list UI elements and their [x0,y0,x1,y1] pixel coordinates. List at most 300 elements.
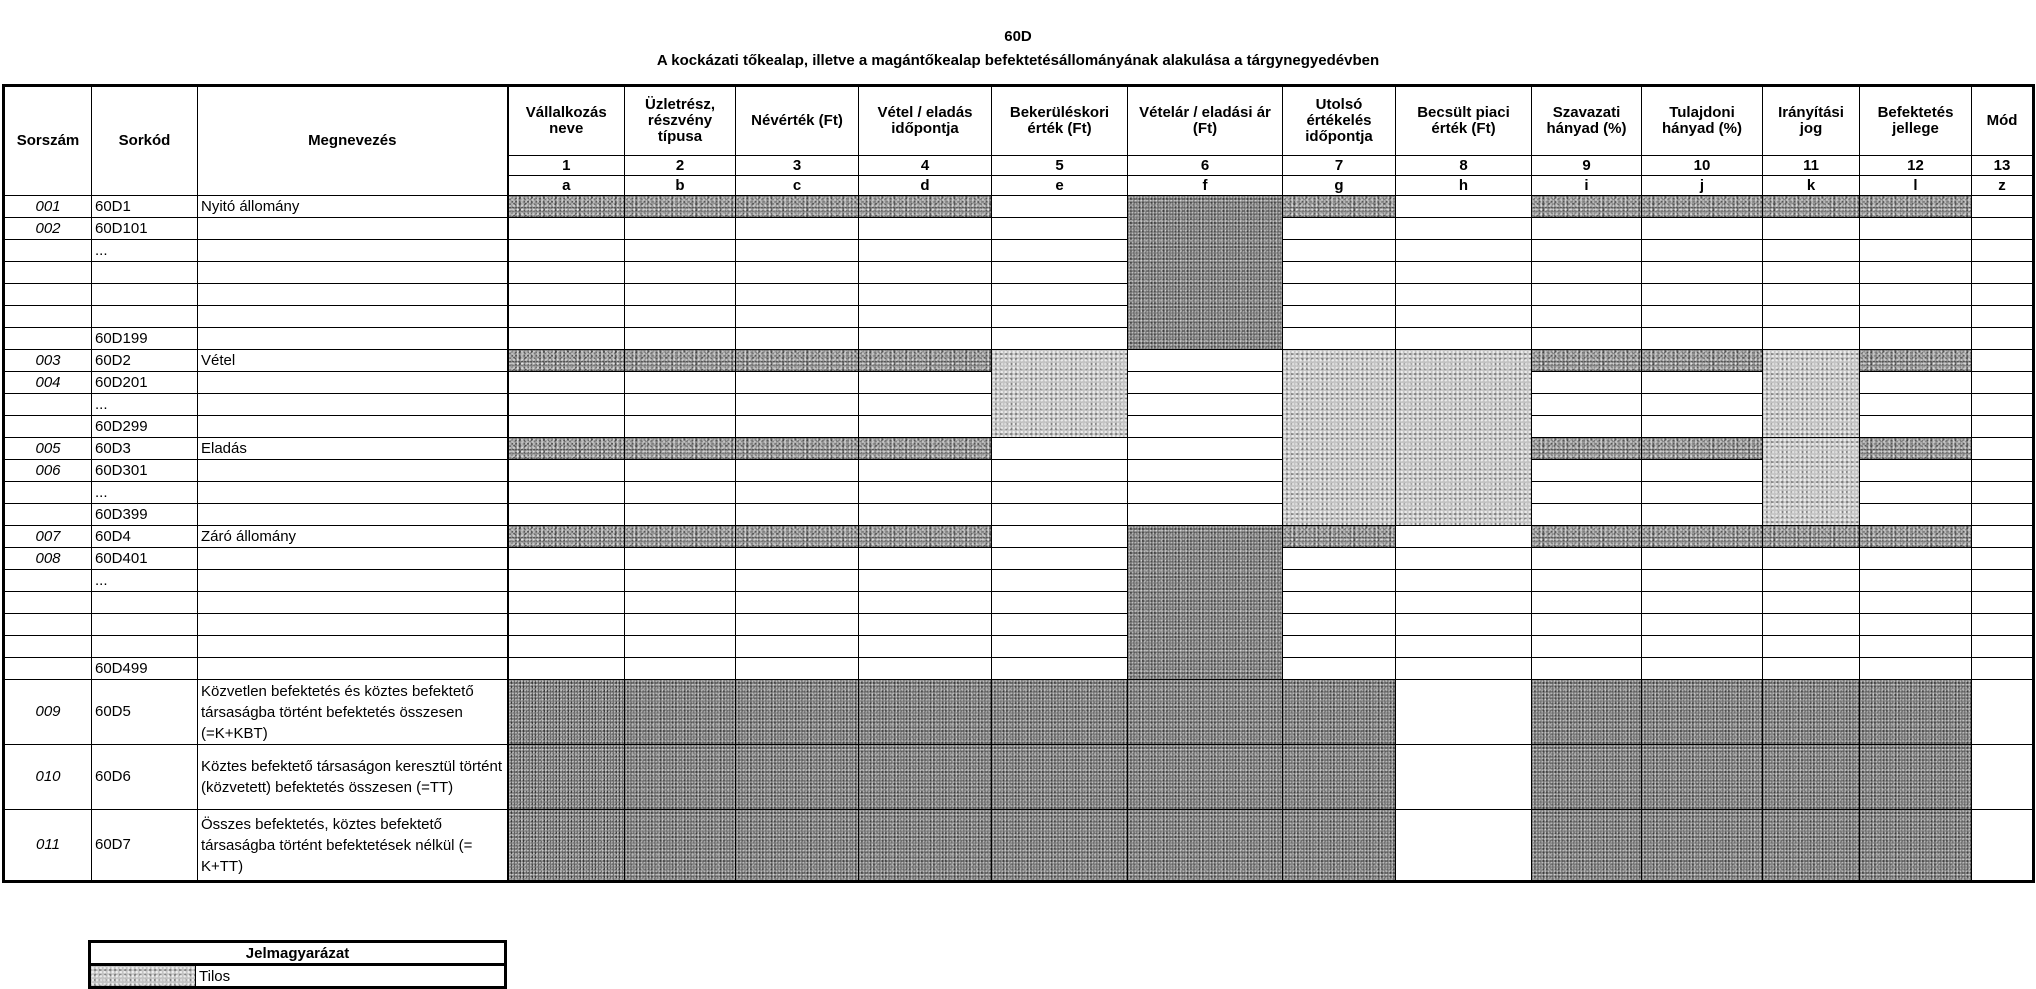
cell-input[interactable] [508,592,625,614]
cell-input[interactable] [625,592,736,614]
cell-input[interactable] [1642,504,1763,526]
cell-input[interactable] [736,284,859,306]
cell-input[interactable] [1283,262,1396,284]
form-title: A kockázati tőkealap, illetve a magántőkealap befektetésállományának alakulása a tárgynegyedévben [656,52,1380,69]
cell-input[interactable] [1283,328,1396,350]
cell-input[interactable] [1860,636,1972,658]
cell-input[interactable] [1860,416,1972,438]
cell-input[interactable] [1532,240,1642,262]
cell-input[interactable] [1763,240,1860,262]
cell-input[interactable] [1972,284,2034,306]
cell-input[interactable] [1860,548,1972,570]
cell-input[interactable] [1763,284,1860,306]
cell-input[interactable] [1642,416,1763,438]
cell-input[interactable] [1642,548,1763,570]
cell-input[interactable] [859,482,992,504]
cell-input[interactable] [992,504,1128,526]
cell-input[interactable] [1860,372,1972,394]
cell-input[interactable] [1532,658,1642,680]
row-label [198,658,508,680]
cell-input[interactable] [1972,482,2034,504]
cell-input[interactable] [1532,306,1642,328]
cell-input[interactable] [1860,240,1972,262]
cell-input[interactable] [1532,262,1642,284]
cell-input[interactable] [1860,306,1972,328]
row-serial [4,570,92,592]
cell-input[interactable] [1972,680,2034,745]
cell-input[interactable] [508,548,625,570]
cell-input[interactable] [625,218,736,240]
cell-input[interactable] [508,636,625,658]
cell-input[interactable] [859,306,992,328]
row-serial [4,416,92,438]
cell-input[interactable] [625,504,736,526]
col-code-k: k [1763,176,1860,196]
cell-input[interactable] [1642,636,1763,658]
cell-input[interactable] [736,218,859,240]
cell-forbidden [1283,680,1396,745]
cell-input[interactable] [508,614,625,636]
row-label: Köztes befektető társaságon keresztül történt (közvetett) befektetés összesen (=TT) [198,745,508,810]
cell-input[interactable] [625,372,736,394]
cell-input[interactable] [1972,372,2034,394]
row-label [198,570,508,592]
cell-input[interactable] [1642,482,1763,504]
cell-input[interactable] [1283,548,1396,570]
cell-input[interactable] [1532,548,1642,570]
row-code [92,592,198,614]
row-label [198,416,508,438]
cell-input[interactable] [1396,658,1532,680]
cell-input[interactable] [508,658,625,680]
col-code-e: e [992,176,1128,196]
row-label: Záró állomány [198,526,508,548]
cell-input[interactable] [859,218,992,240]
cell-input[interactable] [1532,416,1642,438]
cell-input[interactable] [1396,614,1532,636]
row-label [198,460,508,482]
cell-input[interactable] [859,328,992,350]
cell-input[interactable] [1283,218,1396,240]
cell-input[interactable] [508,570,625,592]
legend-tilos-label: Tilos [196,965,506,988]
cell-input[interactable] [1642,614,1763,636]
cell-input[interactable] [1972,592,2034,614]
cell-input[interactable] [508,394,625,416]
cell-input[interactable] [1642,306,1763,328]
row-code: 60D499 [92,658,198,680]
cell-forbidden [1642,526,1763,548]
cell-forbidden [625,680,736,745]
cell-input[interactable] [1283,614,1396,636]
cell-forbidden [508,680,625,745]
cell-input[interactable] [1972,416,2034,438]
cell-input[interactable] [625,328,736,350]
cell-input[interactable] [1860,482,1972,504]
cell-input[interactable] [1283,240,1396,262]
cell-input[interactable] [992,196,1128,218]
cell-input[interactable] [992,526,1128,548]
cell-forbidden-block [1283,350,1396,526]
cell-input[interactable] [1396,306,1532,328]
cell-input[interactable] [736,570,859,592]
cell-input[interactable] [1396,240,1532,262]
col-num-9: 9 [1532,156,1642,176]
row-code: 60D399 [92,504,198,526]
header-col-9: Szavazati hányad (%) [1532,86,1642,156]
cell-input[interactable] [625,394,736,416]
row-label [198,548,508,570]
header-col-7: Utolsó értékelés időpontja [1283,86,1396,156]
cell-input[interactable] [508,284,625,306]
cell-input[interactable] [1532,372,1642,394]
col-code-d: d [859,176,992,196]
cell-input[interactable] [1532,394,1642,416]
cell-input[interactable] [1763,328,1860,350]
cell-input[interactable] [1972,218,2034,240]
cell-input[interactable] [1128,482,1283,504]
cell-input[interactable] [1972,438,2034,460]
cell-input[interactable] [1128,350,1283,372]
cell-input[interactable] [1283,636,1396,658]
cell-input[interactable] [736,482,859,504]
cell-input[interactable] [508,262,625,284]
cell-input[interactable] [1860,614,1972,636]
cell-input[interactable] [736,460,859,482]
col-num-13: 13 [1972,156,2034,176]
cell-forbidden [1532,745,1642,810]
cell-input[interactable] [625,548,736,570]
cell-input[interactable] [508,306,625,328]
cell-forbidden [1532,438,1642,460]
cell-input[interactable] [1860,284,1972,306]
cell-input[interactable] [859,548,992,570]
cell-input[interactable] [625,570,736,592]
cell-input[interactable] [1283,306,1396,328]
header-col-5: Bekerüléskori érték (Ft) [992,86,1128,156]
cell-forbidden [736,438,859,460]
cell-input[interactable] [992,460,1128,482]
cell-input[interactable] [1860,328,1972,350]
cell-input[interactable] [1532,504,1642,526]
cell-input[interactable] [1763,306,1860,328]
cell-input[interactable] [1763,658,1860,680]
cell-input[interactable] [1128,372,1283,394]
cell-input[interactable] [736,504,859,526]
cell-input[interactable] [1283,658,1396,680]
investment-table [2,84,2035,883]
cell-forbidden [1283,196,1396,218]
cell-input[interactable] [736,636,859,658]
cell-input[interactable] [1972,350,2034,372]
cell-input[interactable] [992,570,1128,592]
col-code-f: f [1128,176,1283,196]
cell-input[interactable] [1763,614,1860,636]
cell-input[interactable] [859,570,992,592]
cell-input[interactable] [1396,548,1532,570]
row-code: 60D3 [92,438,198,460]
cell-input[interactable] [1396,196,1532,218]
cell-input[interactable] [1642,592,1763,614]
cell-input[interactable] [1972,570,2034,592]
cell-input[interactable] [1532,218,1642,240]
cell-input[interactable] [1642,570,1763,592]
cell-input[interactable] [1860,218,1972,240]
cell-input[interactable] [1532,570,1642,592]
cell-input[interactable] [859,592,992,614]
cell-input[interactable] [1763,570,1860,592]
cell-input[interactable] [1396,218,1532,240]
col-num-4: 4 [859,156,992,176]
col-num-6: 6 [1128,156,1283,176]
col-num-8: 8 [1396,156,1532,176]
row-code: 60D6 [92,745,198,810]
cell-input[interactable] [508,328,625,350]
cell-input[interactable] [859,636,992,658]
cell-input[interactable] [508,504,625,526]
cell-input[interactable] [1642,658,1763,680]
cell-input[interactable] [992,658,1128,680]
cell-input[interactable] [736,592,859,614]
cell-forbidden [1763,810,1860,882]
cell-forbidden-block [1128,196,1283,350]
cell-forbidden [736,350,859,372]
cell-input[interactable] [736,328,859,350]
cell-input[interactable] [508,416,625,438]
cell-forbidden [1860,745,1972,810]
cell-input[interactable] [1860,460,1972,482]
row-serial [4,636,92,658]
cell-input[interactable] [625,636,736,658]
cell-input[interactable] [1128,416,1283,438]
cell-input[interactable] [1860,262,1972,284]
cell-input[interactable] [1763,548,1860,570]
cell-forbidden [625,745,736,810]
cell-input[interactable] [736,658,859,680]
cell-input[interactable] [625,482,736,504]
row-code: 60D199 [92,328,198,350]
cell-input[interactable] [1396,526,1532,548]
cell-input[interactable] [1972,240,2034,262]
cell-input[interactable] [1532,614,1642,636]
cell-forbidden [625,196,736,218]
cell-input[interactable] [508,218,625,240]
cell-input[interactable] [736,548,859,570]
cell-input[interactable] [1763,592,1860,614]
cell-input[interactable] [736,416,859,438]
cell-input[interactable] [992,240,1128,262]
col-num-10: 10 [1642,156,1763,176]
cell-input[interactable] [1283,570,1396,592]
row-code: 60D7 [92,810,198,882]
col-code-h: h [1396,176,1532,196]
cell-input[interactable] [992,636,1128,658]
cell-input[interactable] [1642,372,1763,394]
cell-input[interactable] [1972,745,2034,810]
cell-forbidden-block [1396,350,1532,526]
cell-input[interactable] [1532,592,1642,614]
cell-input[interactable] [992,284,1128,306]
cell-forbidden [1283,745,1396,810]
row-label [198,284,508,306]
cell-input[interactable] [859,240,992,262]
cell-input[interactable] [1396,570,1532,592]
row-serial [4,658,92,680]
cell-input[interactable] [859,614,992,636]
cell-forbidden [1128,680,1283,745]
row-label [198,218,508,240]
cell-input[interactable] [1128,504,1283,526]
cell-input[interactable] [859,658,992,680]
header-col-4: Vétel / eladás időpontja [859,86,992,156]
cell-input[interactable] [1972,394,2034,416]
cell-input[interactable] [625,262,736,284]
cell-input[interactable] [1972,328,2034,350]
cell-input[interactable] [1532,328,1642,350]
cell-input[interactable] [992,306,1128,328]
cell-input[interactable] [625,658,736,680]
col-num-3: 3 [736,156,859,176]
row-label [198,240,508,262]
cell-input[interactable] [1972,636,2034,658]
cell-input[interactable] [992,548,1128,570]
cell-input[interactable] [508,240,625,262]
row-serial: 006 [4,460,92,482]
cell-input[interactable] [992,262,1128,284]
cell-input[interactable] [625,614,736,636]
cell-input[interactable] [1532,284,1642,306]
cell-input[interactable] [1642,328,1763,350]
cell-forbidden [625,350,736,372]
cell-input[interactable] [859,504,992,526]
col-num-12: 12 [1860,156,1972,176]
cell-input[interactable] [992,218,1128,240]
row-code: 60D201 [92,372,198,394]
cell-input[interactable] [1642,284,1763,306]
cell-input[interactable] [508,372,625,394]
cell-input[interactable] [859,416,992,438]
cell-input[interactable] [1972,460,2034,482]
row-code [92,614,198,636]
cell-input[interactable] [1860,658,1972,680]
cell-input[interactable] [1396,592,1532,614]
cell-input[interactable] [1128,438,1283,460]
cell-input[interactable] [1763,262,1860,284]
cell-input[interactable] [625,306,736,328]
cell-input[interactable] [1860,570,1972,592]
cell-input[interactable] [1642,262,1763,284]
cell-input[interactable] [1860,592,1972,614]
cell-input[interactable] [1128,394,1283,416]
cell-input[interactable] [1396,680,1532,745]
cell-input[interactable] [1972,614,2034,636]
cell-input[interactable] [992,438,1128,460]
cell-input[interactable] [1128,460,1283,482]
cell-input[interactable] [1860,504,1972,526]
cell-input[interactable] [859,372,992,394]
cell-input[interactable] [1972,196,2034,218]
cell-input[interactable] [992,614,1128,636]
cell-input[interactable] [625,284,736,306]
cell-input[interactable] [992,592,1128,614]
cell-input[interactable] [508,482,625,504]
cell-input[interactable] [1763,636,1860,658]
cell-input[interactable] [992,328,1128,350]
cell-input[interactable] [1972,262,2034,284]
cell-input[interactable] [625,460,736,482]
cell-input[interactable] [1532,636,1642,658]
row-label [198,504,508,526]
header-col-6: Vételár / eladási ár (Ft) [1128,86,1283,156]
cell-input[interactable] [1972,548,2034,570]
cell-input[interactable] [859,394,992,416]
cell-input[interactable] [1396,262,1532,284]
cell-input[interactable] [859,284,992,306]
col-num-2: 2 [625,156,736,176]
row-code: ... [92,394,198,416]
cell-input[interactable] [625,240,736,262]
cell-input[interactable] [1972,504,2034,526]
cell-input[interactable] [992,482,1128,504]
legend-title: Jelmagyarázat [90,942,506,965]
cell-input[interactable] [1642,394,1763,416]
cell-input[interactable] [1283,592,1396,614]
cell-input[interactable] [1532,482,1642,504]
cell-input[interactable] [736,240,859,262]
cell-input[interactable] [1642,240,1763,262]
cell-input[interactable] [1532,460,1642,482]
row-label [198,636,508,658]
row-serial: 002 [4,218,92,240]
row-code [92,284,198,306]
cell-input[interactable] [859,460,992,482]
cell-forbidden [859,680,992,745]
cell-input[interactable] [736,262,859,284]
row-serial [4,482,92,504]
cell-input[interactable] [1642,460,1763,482]
cell-input[interactable] [508,460,625,482]
cell-input[interactable] [736,614,859,636]
row-label [198,262,508,284]
row-serial [4,284,92,306]
cell-input[interactable] [1972,526,2034,548]
cell-input[interactable] [1860,394,1972,416]
cell-forbidden [992,810,1128,882]
cell-input[interactable] [1396,745,1532,810]
cell-input[interactable] [1972,306,2034,328]
cell-input[interactable] [1396,636,1532,658]
cell-input[interactable] [1283,284,1396,306]
cell-input[interactable] [736,394,859,416]
cell-input[interactable] [1763,218,1860,240]
col-code-l: l [1860,176,1972,196]
cell-input[interactable] [736,372,859,394]
cell-input[interactable] [859,262,992,284]
cell-input[interactable] [1642,218,1763,240]
cell-input[interactable] [1396,328,1532,350]
cell-forbidden [1532,680,1642,745]
cell-input[interactable] [1396,810,1532,882]
row-code [92,636,198,658]
cell-input[interactable] [625,416,736,438]
col-num-5: 5 [992,156,1128,176]
cell-input[interactable] [1972,810,2034,882]
cell-input[interactable] [1972,658,2034,680]
cell-input[interactable] [1396,284,1532,306]
cell-input[interactable] [736,306,859,328]
cell-forbidden [508,810,625,882]
row-code [92,306,198,328]
